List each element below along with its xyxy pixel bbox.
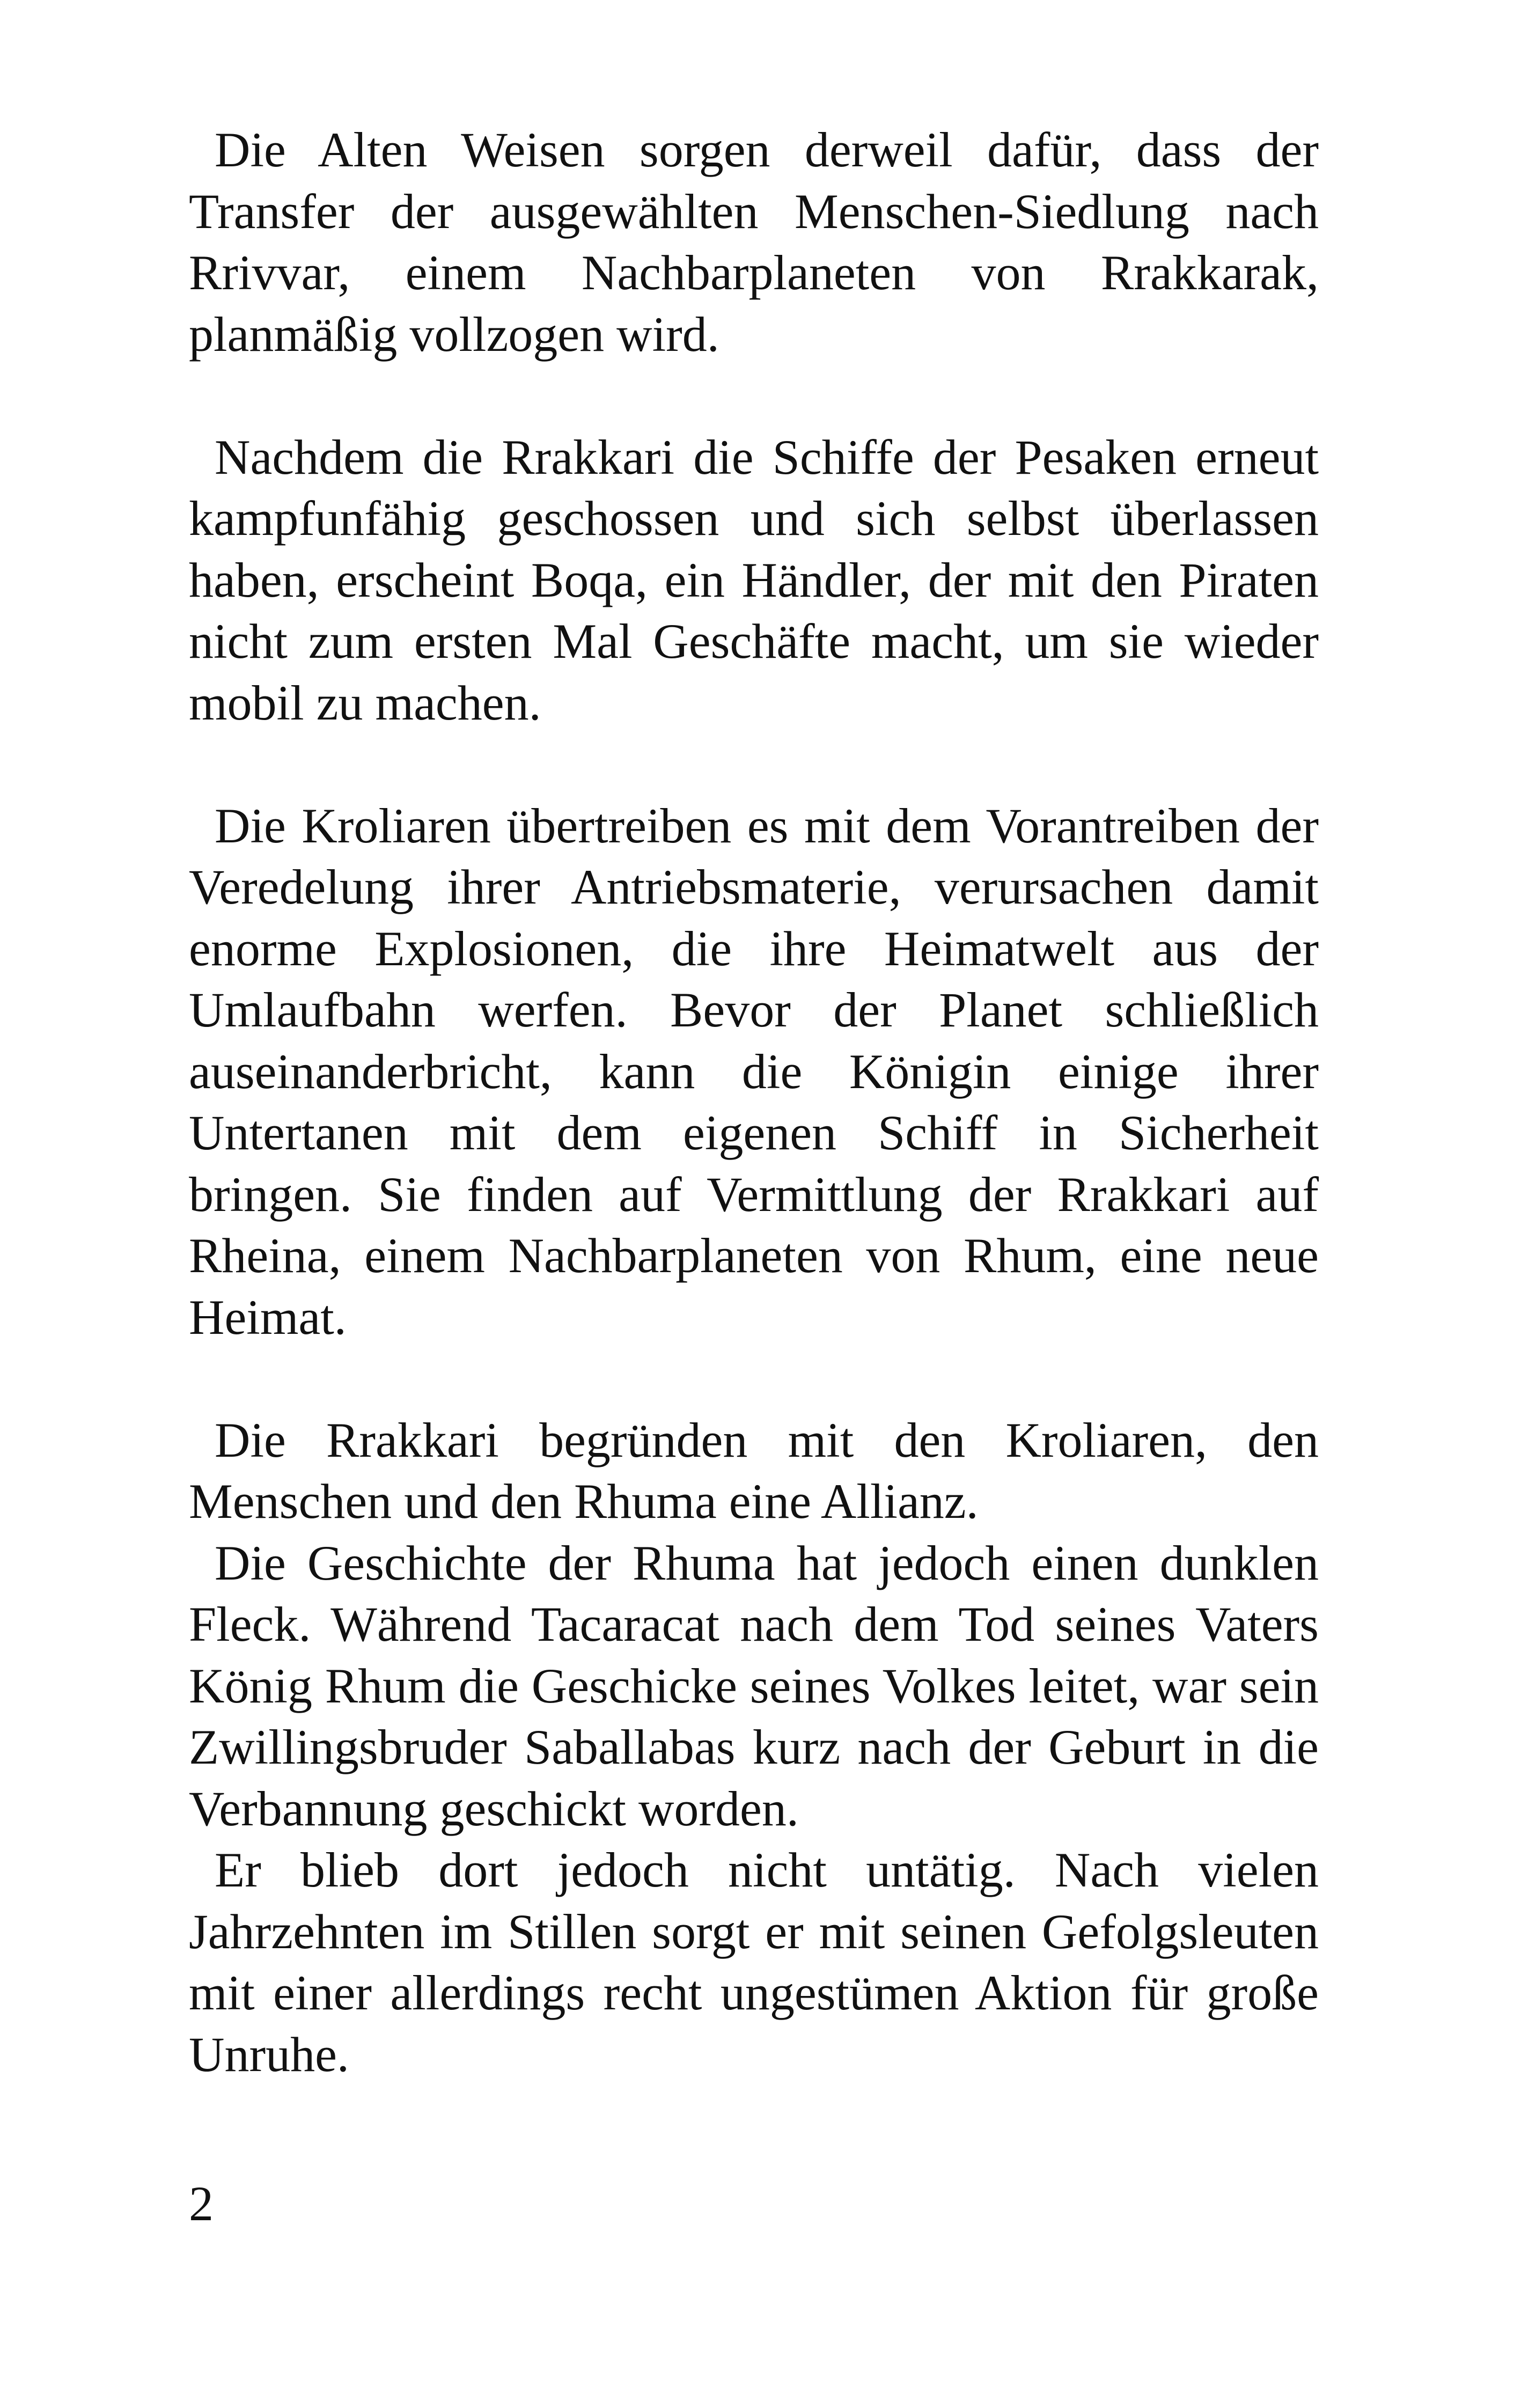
- paragraph-2: Nachdem die Rrakkari die Schiffe der Pesaken erneut kampfunfähig geschossen und sich selbst überlassen haben, erscheint Boqa, ein Händler, der mit den Piraten nicht zum ersten Mal Geschäfte macht, um sie wieder mobil zu machen.: [189, 429, 1319, 730]
- page-number: 2: [189, 2176, 214, 2231]
- body-text: [189, 119, 1319, 2085]
- paragraph-5: Die Geschichte der Rhuma hat jedoch einen dunklen Fleck. Während Tacaracat nach dem Tod seines Vaters König Rhum die Geschicke seines Volkes leitet, war sein Zwillingsbruder Saballabas kurz nach der Geburt in die Verbannung geschickt worden.: [189, 1535, 1319, 1836]
- paragraph-4: Die Rrakkari begründen mit den Kroliaren, den Menschen und den Rhuma eine Allianz.: [189, 1412, 1319, 1529]
- paragraph-3: Die Kroliaren übertreiben es mit dem Vorantreiben der Veredelung ihrer Antriebsmaterie, verursachen damit enorme Explosionen, die ihre Heimatwelt aus der Umlaufbahn werfen. Bevor der Planet schließlich auseinanderbricht, kann die Königin einige ihrer Untertanen mit dem eigenen Schiff in Sicherheit bringen. Sie finden auf Vermittlung der Rrakkari auf Rheina, einem Nachbarplaneten von Rhum, eine neue Heimat.: [189, 798, 1319, 1345]
- paragraph-6: Er blieb dort jedoch nicht untätig. Nach vielen Jahrzehnten im Stillen sorgt er mit seinen Gefolgsleuten mit einer allerdings recht ungestümen Aktion für große Unruhe.: [189, 1842, 1319, 2082]
- paragraph-1: Die Alten Weisen sorgen derweil dafür, dass der Transfer der ausgewählten Menschen-Siedlung nach Rrivvar, einem Nachbarplaneten von Rrakkarak, planmäßig vollzogen wird.: [189, 122, 1319, 362]
